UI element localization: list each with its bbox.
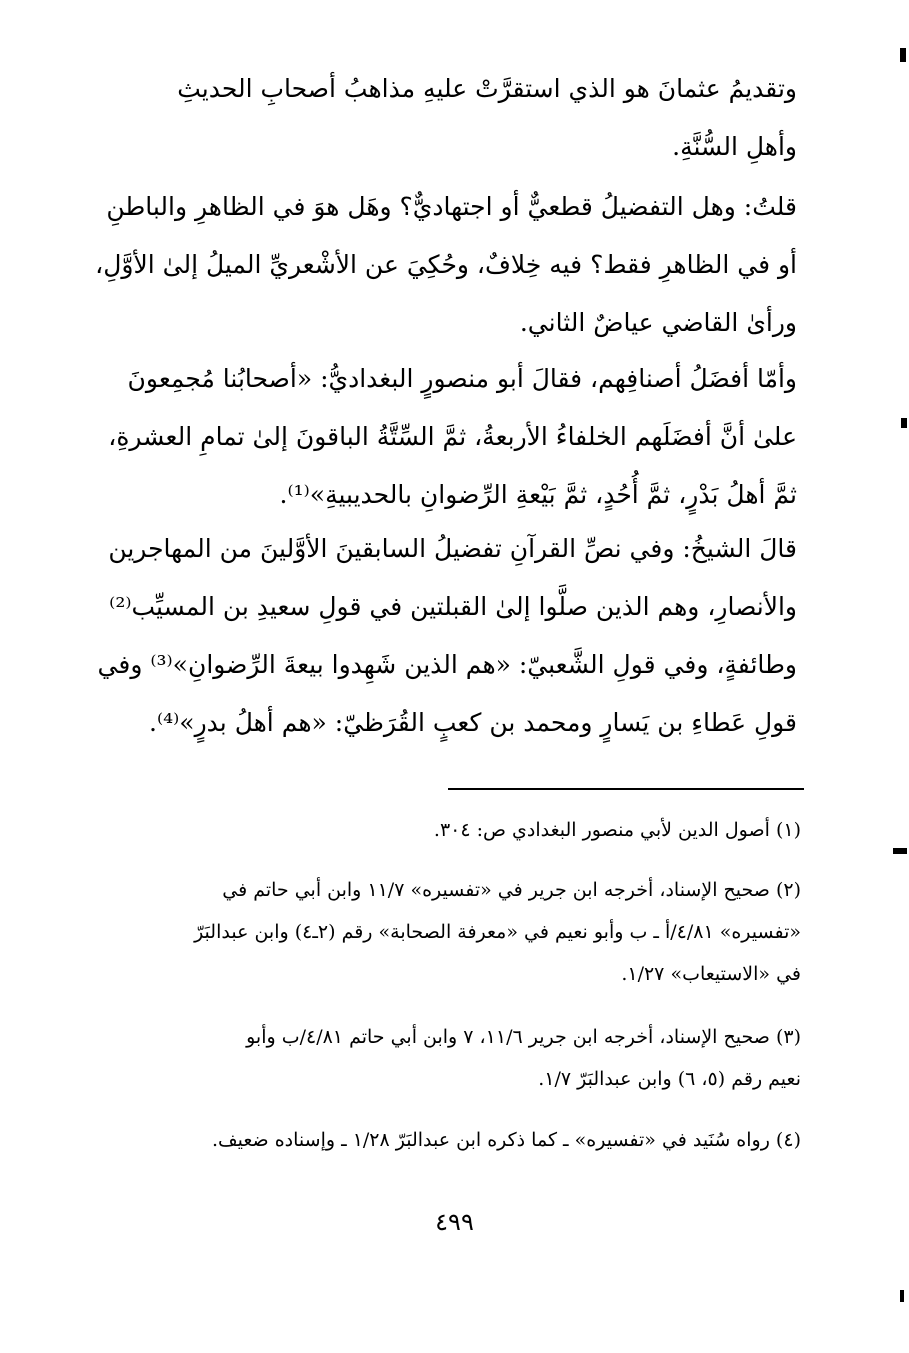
paragraph-line: وأمّا أفضَلُ أصنافِهم، فقالَ أبو منصورٍ البغداديُّ: «أصحابُنا مُجمِعونَ — [127, 364, 797, 393]
footnote-line: (٢) صحيح الإسناد، أخرجه ابن جرير في «تفسيره» ١١/٧ وابن أبي حاتم في — [222, 879, 801, 901]
paragraph-line: وتقديمُ عثمانَ هو الذي استقرَّتْ عليهِ مذاهبُ أصحابِ الحديثِ — [177, 74, 797, 103]
paragraph-1 — [97, 60, 797, 176]
paragraph-2 — [97, 178, 797, 352]
footnote-line: (٤) رواه سُنَيد في «تفسيره» ـ كما ذكره ابن عبدالبَرّ ١/٢٨ ـ وإسناده ضعيف. — [211, 1129, 801, 1151]
footnote-1 — [101, 809, 801, 851]
paragraph-line: وطائفةٍ، وفي قولِ الشَّعبيّ: «هم الذين شَهِدوا بيعةَ الرِّضوانِ»⁽³⁾ وفي — [97, 650, 797, 679]
footnote-3 — [101, 1016, 801, 1100]
paragraph-line: ثمَّ أهلُ بَدْرٍ، ثمَّ أُحُدٍ، ثمَّ بَيْعةِ الرِّضوانِ بالحديبيةِ»⁽¹⁾. — [279, 480, 797, 509]
footnote-line: (٣) صحيح الإسناد، أخرجه ابن جرير ١١/٦، ٧ وابن أبي حاتم ٤/٨١/ب وأبو — [246, 1026, 801, 1048]
footnote-line: «تفسيره» ٤/٨١/أ ـ ب وأبو نعيم في «معرفة الصحابة» رقم (٢ـ٤) وابن عبدالبَرّ — [194, 921, 801, 943]
page-number: ٤٩٩ — [435, 1208, 474, 1236]
scan-edge-mark — [901, 418, 907, 428]
footnote-line: (١) أصول الدين لأبي منصور البغدادي ص: ٣٠٤. — [433, 819, 801, 841]
paragraph-line: والأنصارِ، وهم الذين صلَّوا إلىٰ القبلتين في قولِ سعيدِ بن المسيِّب⁽²⁾ — [109, 592, 797, 621]
paragraph-line: ورأىٰ القاضي عياضٌ الثاني. — [519, 308, 797, 337]
footnote-line: في «الاستيعاب» ١/٢٧. — [621, 963, 801, 985]
footnote-4 — [101, 1119, 801, 1161]
paragraph-line: أو في الظاهرِ فقط؟ فيه خِلافٌ، وحُكِيَ عن الأشْعريِّ الميلُ إلىٰ الأوَّلِ، — [95, 250, 797, 279]
paragraph-4 — [97, 520, 797, 752]
footnote-line: نعيم رقم (٥، ٦) وابن عبدالبَرّ ١/٧. — [538, 1068, 801, 1090]
paragraph-line: وأهلِ السُّنَّةِ. — [672, 132, 797, 161]
footnote-2 — [101, 869, 801, 995]
footnote-separator — [448, 788, 804, 790]
paragraph-line: قلتُ: وهل التفضيلُ قطعيٌّ أو اجتهاديٌّ؟ وهَل هوَ في الظاهرِ والباطنِ — [106, 192, 797, 221]
paragraph-line: قالَ الشيخُ: وفي نصِّ القرآنِ تفضيلُ السابقينَ الأوَّلينَ من المهاجرين — [108, 534, 797, 563]
paragraph-line: قولِ عَطاءِ بن يَسارٍ ومحمد بن كعبٍ القُرَظيّ: «هم أهلُ بدرٍ»⁽⁴⁾. — [149, 708, 797, 737]
scan-edge-mark — [900, 48, 906, 62]
scan-edge-mark — [900, 1290, 904, 1302]
paragraph-3 — [97, 350, 797, 524]
scan-edge-mark — [893, 848, 907, 854]
paragraph-line: علىٰ أنَّ أفضَلَهم الخلفاءُ الأربعةُ، ثمَّ السِّتَّةُ الباقونَ إلىٰ تمامِ العشرةِ، — [108, 422, 797, 451]
